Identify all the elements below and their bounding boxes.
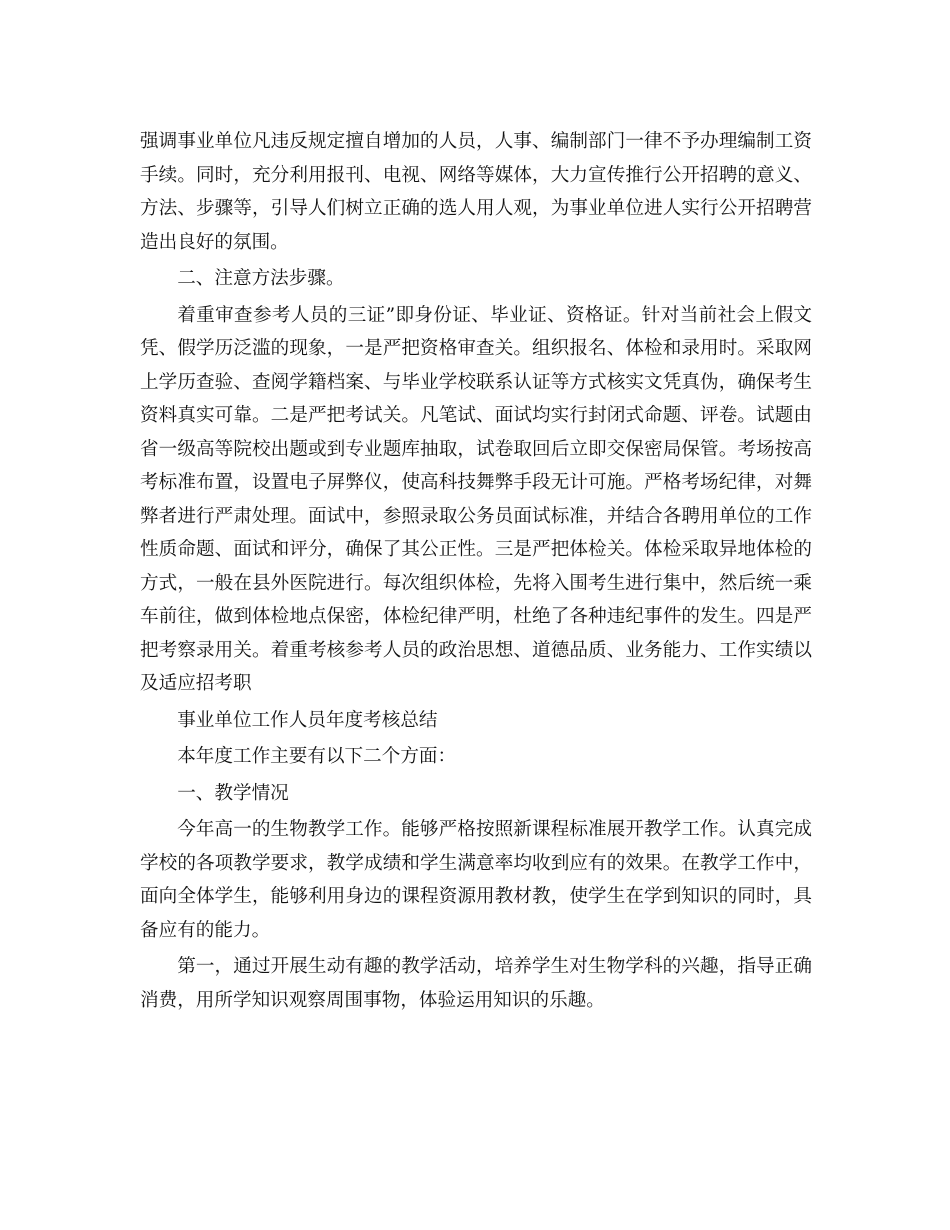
document-title: 事业单位工作人员年度考核总结: [177, 709, 438, 731]
paragraph-intro: 强调事业单位凡违反规定擅自增加的人员，人事、编制部门一律不予办理编制工资手续。同时，充分利用报刊、电视、网络等媒体，大力宣传推行公开招聘的意义、方法、步骤等，引导人们树立正确的选人用人观，为事业单位进人实行公开招聘营造出良好的氛围。: [140, 131, 812, 253]
paragraph-review: 着重审查参考人员的三证”即身份证、毕业证、资格证。针对当前社会上假文凭、假学历泛滥的现象，一是严把资格审查关。组织报名、体检和录用时。采取网上学历查验、查阅学籍档案、与毕业学校联系认证等方式核实文凭真伪，确保考生资料真实可靠。二是严把考试关。凡笔试、面试均实行封闭式命题、评卷。试题由省一级高等院校出题或到专业题库抽取，试卷取回后立即交保密局保管。考场按高考标准布置，设置电子屏弊仪，使高科技舞弊手段无计可施。严格考场纪律，对舞弊者进行严肃处理。面试中，参照录取公务员面试标准，并结合各聘用单位的工作性质命题、面试和评分，确保了其公正性。三是严把体检关。体检采取异地体检的方式，一般在县外医院进行。每次组织体检，先将入围考生进行集中，然后统一乘车前往，做到体检地点保密，体检纪律严明，杜绝了各种违纪事件的发生。四是严把考察录用关。着重考核参考人员的政治思想、道德品质、业务能力、工作实绩以及适应招考职: [140, 304, 812, 694]
paragraph-teaching: 今年高一的生物教学工作。能够严格按照新课程标准展开教学工作。认真完成学校的各项教学要求，教学成绩和学生满意率均收到应有的效果。在教学工作中，面向全体学生，能够利用身边的课程资源用教材教，使学生在学到知识的同时，具备应有的能力。: [140, 819, 812, 941]
paragraph-first-point: 第一，通过开展生动有趣的教学活动，培养学生对生物学科的兴趣，指导正确消费，用所学知识观察周围事物，体验运用知识的乐趣。: [140, 956, 812, 1011]
section-heading-method: 二、注意方法步骤。: [177, 268, 345, 289]
document-body: [140, 125, 812, 1020]
section-heading-teaching: 一、教学情况: [177, 782, 289, 804]
paragraph-summary-intro: 本年度工作主要有以下二个方面：: [177, 746, 457, 767]
